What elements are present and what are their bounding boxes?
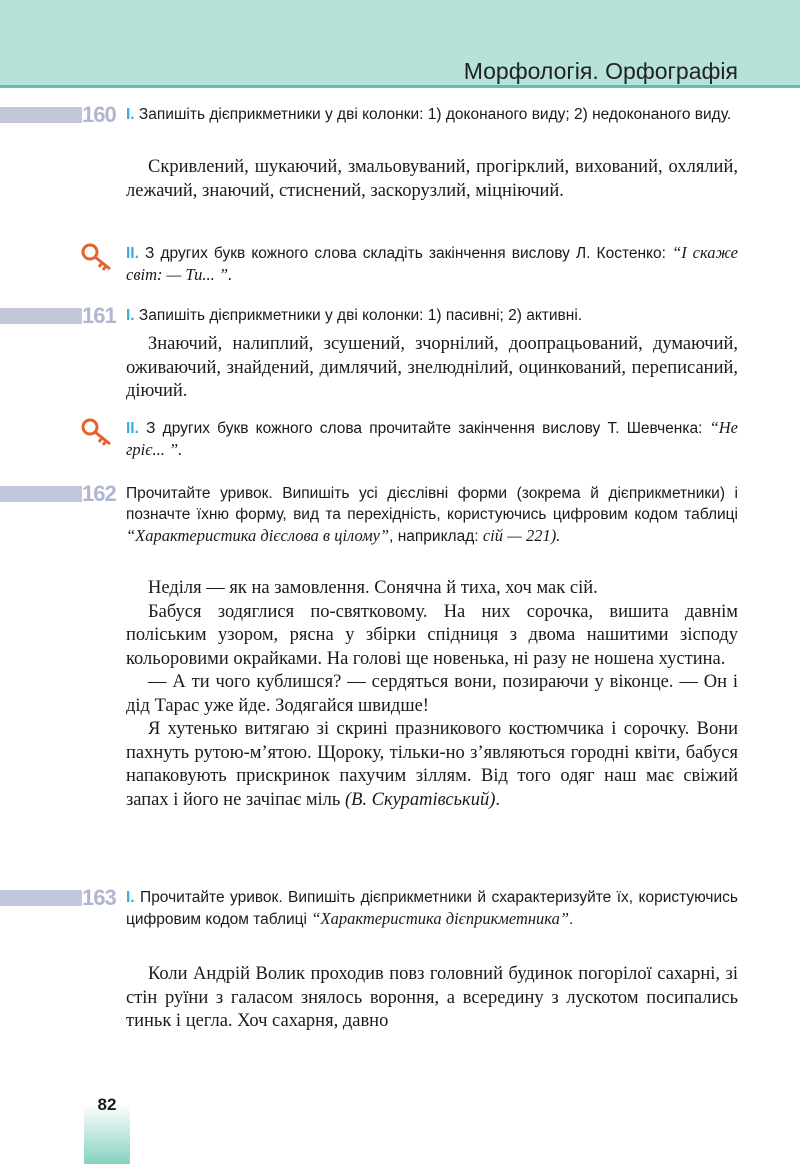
paragraph [126, 718, 738, 812]
exercise-task [126, 104, 738, 125]
paragraph-end: . [495, 789, 500, 810]
paragraph: — А ти чого кублишся? — сердяться вони, позираючи у віконце. — Он і дід Тарас уже йде. Зодягайся швидше! [126, 672, 738, 716]
task-marker: І. [126, 307, 135, 324]
quote: “Не гріє... ”. [126, 418, 738, 459]
task-text: З других букв кожного слова складіть закінчення вислову Л. Костенко: [138, 245, 673, 262]
task-end: . [569, 911, 574, 928]
word-list-text: Знаючий, налиплий, зсушений, зчорнілий, доопрацьований, думаючий, оживаючий, знайдений, димлячий, знелюднілий, оцинкований, переписаний, діючий. [126, 334, 738, 401]
exercise-number-bar [0, 890, 82, 906]
task-text: Запишіть дієприкметники у дві колонки: 1) доконаного виду; 2) недоконаного виду. [134, 106, 732, 123]
quote: “І скаже світ: — Ти... ”. [126, 243, 739, 284]
word-list [126, 333, 738, 404]
exercise-number-bar [0, 308, 82, 324]
exercise-number-bar [0, 107, 82, 123]
task-marker: І. [126, 889, 135, 906]
task-marker: ІІ. [126, 420, 139, 437]
exercise-task [126, 483, 738, 547]
task-marker: ІІ. [126, 245, 139, 262]
header-divider [0, 85, 800, 88]
author: (В. Скуратівський) [344, 789, 496, 810]
word-list-text: Скривлений, шукаючий, змальовуваний, прогірклий, вихований, охлялий, лежачий, знаючий, стиснений, заскорузлий, міцніючий. [126, 157, 738, 201]
excerpt [126, 577, 738, 812]
page-title: Морфологія. Орфографія [463, 58, 738, 84]
exercise-number: 163 [82, 885, 116, 910]
paragraph: Коли Андрій Волик проходив повз головний будинок погорілої сахарні, зі стін руїни з галасом знялось вороння, а всередину з лускотом посипались тиньк і цегла. Хоч сахарня, давно [126, 964, 738, 1031]
task-marker: І. [126, 106, 135, 123]
task-text: Прочитайте уривок. Випишіть усі дієслівні форми (зокрема й дієприкметники) і позначте їхню форму, вид та перехідність, користуючись цифровим кодом таблиці [126, 485, 738, 523]
table-name: “Характеристика дієслова в цілому” [126, 526, 390, 545]
excerpt [126, 963, 738, 1034]
key-icon [80, 242, 114, 272]
task-text: З других букв кожного слова прочитайте закінчення вислову Т. Шевченка: [138, 420, 710, 437]
exercise-number: 160 [82, 102, 116, 127]
example: сій — 221). [482, 526, 561, 545]
exercise-number: 162 [82, 481, 116, 506]
exercise-number-bar [0, 486, 82, 502]
exercise-task [126, 305, 738, 326]
exercise-task-2 [126, 417, 738, 461]
paragraph-text: Я хутенько витягаю зі скрині празникового костюмчика і сорочку. Вони пахнуть рутою-м’ятою. Щороку, тільки-но з’являються городні квіти, бабуся напаковують прискринок пахучим зіллям. Від того одяг наш має свіжий запах і його не зачіпає міль [126, 719, 738, 810]
paragraph: Неділя — як на замовлення. Сонячна й тиха, хоч мак сій. [148, 578, 598, 598]
exercise-task-2 [126, 242, 738, 286]
exercise-number: 161 [82, 303, 116, 328]
word-list [126, 156, 738, 203]
task-text-tail: , наприклад: [389, 528, 483, 545]
task-text: Запишіть дієприкметники у дві колонки: 1) пасивні; 2) активні. [134, 307, 583, 324]
table-name: “Характеристика дієприкметника” [311, 909, 570, 928]
task-text: Прочитайте уривок. Випишіть дієприкметники й схарактеризуйте їх, користуючись цифровим кодом таблиці [126, 889, 738, 928]
paragraph: Бабуся зодяглися по-святковому. На них сорочка, вишита давнім поліським узором, рясна у збірки спідниця з двома нашитими зісподу кольоровими окрайками. На голові ще новенька, ні разу не ношена хустина. [126, 601, 738, 669]
page-number: 82 [97, 1095, 117, 1114]
key-icon [80, 417, 114, 447]
exercise-task [126, 887, 738, 930]
